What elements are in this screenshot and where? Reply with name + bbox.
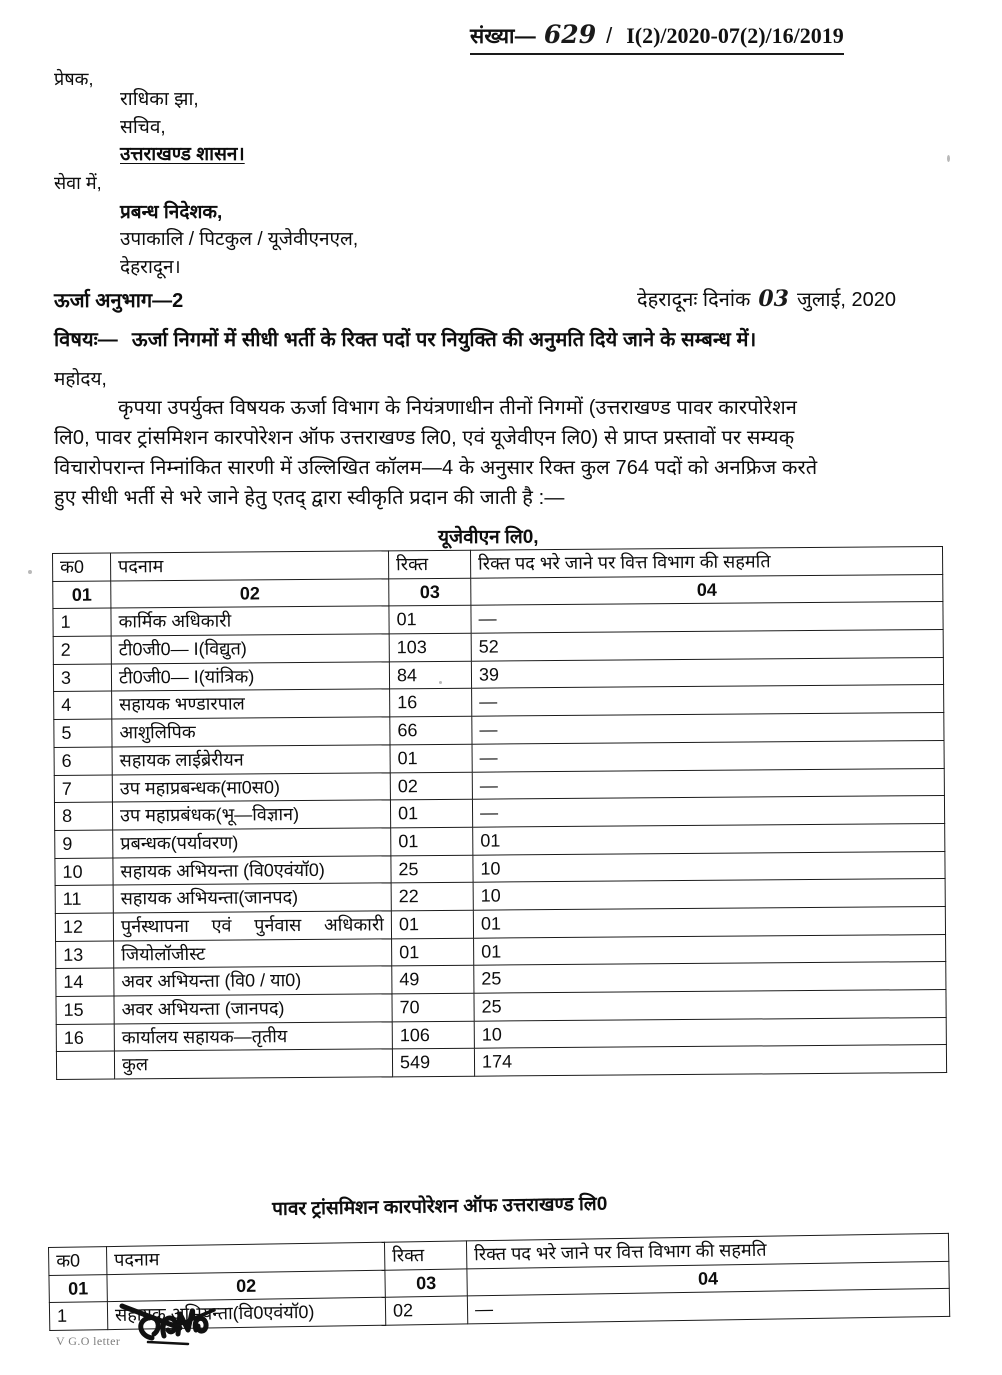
cell-post: उप महाप्रबंधक(भू—विज्ञान) — [112, 800, 390, 830]
cell-vacant: 16 — [390, 689, 472, 717]
cell-finance: 25 — [474, 989, 946, 1020]
from-line-designation: सचिव, — [120, 117, 166, 138]
cell-finance: 10 — [473, 851, 945, 882]
go-letter-note: V G.O letter — [56, 1334, 121, 1348]
table-ujvn — [52, 546, 947, 1080]
cell-vacant: 84 — [389, 661, 471, 689]
cell-vacant: 66 — [390, 716, 472, 744]
cell-vacant: 49 — [392, 966, 474, 994]
cell-post: उप महाप्रबन्धक(मा0स0) — [112, 772, 390, 802]
cell-serial: 11 — [55, 885, 113, 913]
cell-vacant: 02 — [390, 772, 472, 800]
cell-serial: 1 — [53, 608, 111, 636]
header-finance: रिक्त पद भरे जाने पर वित्त विभाग की सहमति — [470, 547, 942, 578]
cell-post: कार्मिक अधिकारी — [111, 606, 389, 636]
cell-vacant: 02 — [385, 1296, 467, 1325]
cell-serial: 3 — [53, 664, 111, 692]
cell-vacant: 01 — [390, 744, 472, 772]
cell-serial: 13 — [56, 941, 114, 969]
colnum-01: 01 — [53, 581, 111, 609]
reference-label: संख्या— — [470, 25, 536, 48]
reference-code: I(2)/2020-07(2)/16/2019 — [626, 23, 844, 48]
scan-speck — [947, 155, 950, 162]
date-handwritten-day: 03 — [758, 286, 789, 312]
body-line-2: लि0, पावर ट्रांसमिशन कारपोरेशन ऑफ उत्तराखण्ड लि0, एवं यूजेवीएन लि0) से प्राप्त प्रस्तावों पर सम्यक् — [54, 427, 795, 449]
cell-post: अवर अभियन्ता (जानपद) — [114, 994, 392, 1024]
cell-vacant: 22 — [391, 882, 473, 910]
cell-vacant: 01 — [392, 938, 474, 966]
cell-serial: 2 — [53, 636, 111, 664]
total-serial — [56, 1051, 114, 1079]
to-line-city: देहरादून। — [120, 257, 181, 278]
cell-post: जियोलॉजीस्ट — [114, 938, 392, 968]
cell-serial: 15 — [56, 996, 114, 1024]
cell-serial: 10 — [55, 858, 113, 886]
cell-finance: — — [467, 1289, 949, 1324]
to-line-designation: प्रबन्ध निदेशक, — [120, 202, 223, 223]
cell-serial: 9 — [55, 830, 113, 858]
total-vacant: 549 — [392, 1049, 474, 1077]
colnum-04: 04 — [467, 1261, 949, 1296]
cell-post: पुर्नस्थापना एवं पुर्नवास अधिकारी — [113, 911, 391, 941]
cell-finance: 39 — [471, 657, 943, 688]
scan-speck — [439, 681, 442, 684]
colnum-03: 03 — [385, 1269, 467, 1298]
body-line-4: हुए सीधी भर्ती से भरे जाने हेतु एतद् द्वारा स्वीकृति प्रदान की जाती है :— — [54, 487, 565, 509]
cell-finance: 52 — [471, 630, 943, 661]
subject-label: विषयः— — [54, 329, 118, 351]
cell-vacant: 01 — [389, 606, 471, 634]
cell-vacant: 25 — [391, 855, 473, 883]
reference-number-line — [470, 20, 844, 55]
place-date-suffix: जुलाई, 2020 — [796, 289, 896, 311]
header-post: पदनाम — [111, 551, 389, 581]
cell-serial: 6 — [54, 747, 112, 775]
from-label: प्रेषक, — [54, 69, 94, 89]
cell-finance: 10 — [473, 879, 945, 910]
cell-post: कार्यालय सहायक—तृतीय — [114, 1022, 392, 1052]
cell-post: आशुलिपिक — [112, 717, 390, 747]
place-date-prefix: देहरादूनः दिनांक — [637, 289, 751, 311]
cell-post: टी0जी0— I(यांत्रिक) — [111, 662, 389, 692]
header-vacant: रिक्त — [388, 550, 470, 578]
reference-handwritten-number: 629 — [543, 20, 597, 49]
table-ujvn-caption: यूजेवीएन लि0, — [438, 527, 539, 548]
cell-serial: 14 — [56, 968, 114, 996]
cell-vacant: 01 — [391, 910, 473, 938]
header-vacant: रिक्त — [384, 1241, 466, 1270]
header-serial: क0 — [53, 553, 111, 581]
cell-vacant: 70 — [392, 993, 474, 1021]
cell-serial: 5 — [54, 719, 112, 747]
place-date-line — [637, 288, 896, 310]
cell-finance: — — [472, 796, 944, 827]
cell-serial: 16 — [56, 1024, 114, 1052]
cell-serial: 7 — [54, 775, 112, 803]
from-line-name: राधिका झा, — [120, 89, 199, 110]
to-line-organisations: उपाकालि / पिटकुल / यूजेवीएनएल, — [120, 229, 359, 250]
from-line-government: उत्तराखण्ड शासन। — [120, 144, 245, 165]
to-label: सेवा में, — [54, 173, 102, 193]
cell-finance: 25 — [474, 962, 946, 993]
cell-vacant: 103 — [389, 633, 471, 661]
table-row-total — [56, 1045, 946, 1080]
salutation: महोदय, — [54, 369, 107, 390]
body-line-1: कृपया उपर्युक्त विषयक ऊर्जा विभाग के नियंत्रणाधीन तीनों निगमों (उत्तराखण्ड पावर कारपोरेशन — [118, 397, 797, 419]
header-serial: क0 — [49, 1247, 107, 1276]
cell-vacant: 01 — [391, 827, 473, 855]
table-ptcul-caption: पावर ट्रांसमिशन कारपोरेशन ऑफ उत्तराखण्ड लि0 — [271, 1193, 608, 1220]
cell-post: सहायक अभियन्ता(जानपद) — [113, 883, 391, 913]
header-finance: रिक्त पद भरे जाने पर वित्त विभाग की सहमति — [466, 1233, 948, 1268]
section-label: ऊर्जा अनुभाग—2 — [54, 290, 184, 312]
cell-post: अवर अभियन्ता (वि0 / या0) — [114, 966, 392, 996]
scan-speck — [28, 570, 32, 574]
cell-finance: — — [472, 740, 944, 771]
header-post: पदनाम — [107, 1242, 385, 1274]
cell-post: सहायक अभियन्ता(वि0एवंयॉ0) — [107, 1298, 385, 1330]
colnum-03: 03 — [389, 578, 471, 606]
table-ptcul — [48, 1233, 950, 1331]
colnum-01: 01 — [49, 1274, 107, 1303]
cell-post: सहायक लाईब्रेरीयन — [112, 745, 390, 775]
colnum-04: 04 — [471, 574, 943, 605]
reference-separator: / — [606, 23, 613, 48]
total-finance: 174 — [474, 1045, 946, 1076]
cell-post: प्रबन्धक(पर्यावरण) — [113, 828, 391, 858]
cell-finance: — — [472, 768, 944, 799]
cell-finance: 01 — [473, 823, 945, 854]
colnum-02: 02 — [111, 579, 389, 609]
cell-finance: 01 — [474, 934, 946, 965]
total-label: कुल — [114, 1049, 392, 1079]
cell-finance: 10 — [474, 1017, 946, 1048]
cell-finance: — — [472, 713, 944, 744]
colnum-02: 02 — [107, 1270, 385, 1302]
cell-serial: 12 — [55, 913, 113, 941]
cell-finance: — — [471, 602, 943, 633]
subject-text: ऊर्जा निगमों में सीधी भर्ती के रिक्त पदों पर नियुक्ति की अनुमति दिये जाने के सम्बन्ध में। — [131, 329, 757, 351]
body-line-3: विचारोपरान्त निम्नांकित सारणी में उल्लिखित कॉलम—4 के अनुसार रिक्त कुल 764 पदों को अनफ्रिज करते — [54, 457, 818, 479]
cell-post: सहायक भण्डारपाल — [112, 689, 390, 719]
subject-line — [54, 330, 756, 350]
cell-vacant: 106 — [392, 1021, 474, 1049]
cell-post: सहायक अभियन्ता (वि0एवंयॉ0) — [113, 855, 391, 885]
cell-post: टी0जी0— I(विद्युत) — [111, 634, 389, 664]
cell-serial: 1 — [49, 1302, 107, 1331]
cell-finance: — — [472, 685, 944, 716]
cell-serial: 4 — [54, 691, 112, 719]
cell-serial: 8 — [54, 802, 112, 830]
cell-finance: 01 — [473, 906, 945, 937]
cell-vacant: 01 — [390, 799, 472, 827]
